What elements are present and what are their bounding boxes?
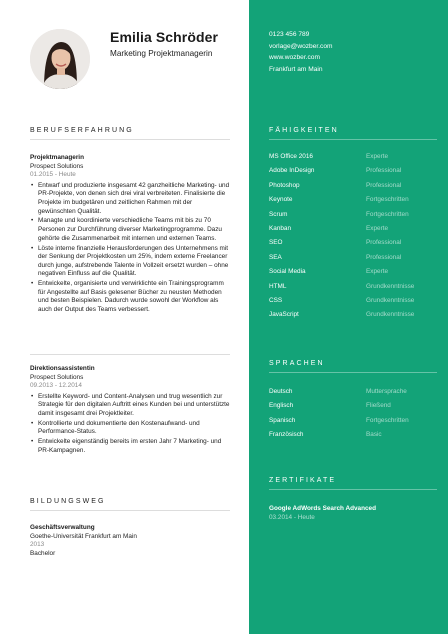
- divider: [30, 139, 230, 140]
- language-name: Deutsch: [269, 388, 293, 395]
- skill-name: Social Media: [269, 268, 306, 276]
- job-entry: [30, 365, 230, 457]
- skill-level: Experte: [366, 153, 389, 160]
- job-bullet: • Entwickelte eigenständig bereits im ersten Jahr 7 Marketing- und PR-Kampagnen.: [30, 438, 230, 455]
- right-column: [249, 0, 448, 634]
- skill-name: Photoshop: [269, 181, 300, 189]
- language-item: [269, 417, 444, 431]
- skill-item: [269, 196, 444, 210]
- job-bullet: • Entwickelte, organisierte und verwirklichte ein Trainingsprogramm für Angestellte auf Basis gelesener Bücher zu neusten Methoden und besten Beispielen. Dadurch wurde sowohl der Workflow als auch der Output des Teams verbessert.: [30, 280, 230, 314]
- skills-list: [269, 153, 444, 326]
- skill-name: SEO: [269, 239, 283, 247]
- contact-email: vorlage@wozber.com: [269, 42, 333, 50]
- contact-website: www.wozber.com: [269, 54, 320, 61]
- language-item: [269, 388, 444, 402]
- job-company: Prospect Solutions: [30, 162, 84, 170]
- skill-level: Grundkenntnisse: [366, 296, 415, 304]
- contact-phone: 0123 456 789: [269, 31, 310, 38]
- skill-name: Scrum: [269, 210, 288, 218]
- skill-item: [269, 297, 444, 311]
- skill-item: [269, 311, 444, 325]
- language-name: Französisch: [269, 431, 304, 439]
- skill-item: [269, 239, 444, 253]
- job-title: Direktionsassistentin: [30, 365, 95, 372]
- skill-level: Professional: [366, 253, 402, 261]
- section-title-certificates: ZERTIFIKATE: [269, 477, 337, 484]
- section-title-languages: SPRACHEN: [269, 360, 325, 367]
- divider: [269, 372, 437, 373]
- skill-name: MS Office 2016: [269, 153, 313, 160]
- education-school: Goethe-Universität Frankfurt am Main: [30, 532, 137, 540]
- skill-name: HTML: [269, 282, 287, 290]
- skill-item: [269, 182, 444, 196]
- job-bullet: • Löste interne finanzielle Herausforderungen des Unternehmens mit der Senkung der Projektkosten um 25%, indem externe Freelancer durch junge, aufstrebende Talente in Vollzeit ersetzt wurden – ohne negativen Einfluss auf die Qualität.: [30, 245, 230, 279]
- language-level: Basic: [366, 431, 382, 439]
- skill-level: Fortgeschritten: [366, 196, 409, 204]
- language-level: Fortgeschritten: [366, 416, 409, 424]
- education-degree: Bachelor: [30, 549, 56, 557]
- section-title-education: BILDUNGSWEG: [30, 498, 106, 505]
- skill-item: [269, 254, 444, 268]
- candidate-name: Emilia Schröder: [110, 29, 219, 45]
- job-entry: [30, 154, 230, 316]
- skill-item: [269, 268, 444, 282]
- education-title: Geschäftsverwaltung: [30, 524, 95, 531]
- divider: [30, 354, 230, 355]
- skill-name: Keynote: [269, 196, 293, 204]
- job-bullets: [30, 182, 230, 315]
- avatar: [30, 29, 90, 89]
- job-dates: 09.2013 - 12.2014: [30, 382, 82, 390]
- skill-level: Professional: [366, 167, 402, 175]
- skill-name: JavaScript: [269, 311, 299, 319]
- job-bullet: • Kontrollierte und dokumentierte den Kostenaufwand- und Performance-Status.: [30, 420, 230, 437]
- skill-name: Kanban: [269, 224, 292, 232]
- skill-level: Grundkenntnisse: [366, 282, 415, 290]
- divider: [269, 489, 437, 490]
- language-item: [269, 431, 444, 445]
- skill-level: Fortgeschritten: [366, 210, 409, 218]
- language-level: Fließend: [366, 402, 391, 410]
- skill-level: Experte: [366, 224, 389, 232]
- language-name: Spanisch: [269, 416, 296, 424]
- skill-item: [269, 211, 444, 225]
- skill-item: [269, 153, 444, 167]
- contact-block: [269, 29, 333, 75]
- education-date: 2013: [30, 541, 45, 549]
- skill-item: [269, 167, 444, 181]
- skill-item: [269, 225, 444, 239]
- certificate-entry: [269, 505, 376, 523]
- section-title-skills: FÄHIGKEITEN: [269, 127, 339, 134]
- job-bullet: • Entwarf und produzierte insgesamt 42 ganzheitliche Marketing- und PR-Projekte, von denen sich drei viral verbreiteten. Finalisierte die Projekte im budgetären und zeitlichen Rahmen mit der gewünschten Qualität.: [30, 182, 230, 216]
- language-name: Englisch: [269, 402, 294, 410]
- skill-name: Adobe InDesign: [269, 167, 315, 175]
- job-bullets: [30, 393, 230, 456]
- education-entry: [30, 524, 230, 558]
- job-bullet: • Erstellte Keyword- und Content-Analysen und trug wesentlich zur Strategie für den digitalen Auftritt eines Kunden bei und unterstützte damit insgesamt drei Projektleiter.: [30, 393, 230, 419]
- skill-level: Experte: [366, 268, 389, 276]
- profile-photo: [30, 29, 90, 89]
- divider: [269, 139, 437, 140]
- language-level: Muttersprache: [366, 388, 407, 395]
- candidate-role: Marketing Projektmanagerin: [110, 49, 213, 58]
- skill-name: CSS: [269, 296, 283, 304]
- skill-level: Professional: [366, 239, 402, 247]
- job-dates: 01.2015 - Heute: [30, 171, 76, 179]
- language-item: [269, 402, 444, 416]
- job-company: Prospect Solutions: [30, 373, 84, 381]
- languages-list: [269, 388, 444, 446]
- contact-location: Frankfurt am Main: [269, 65, 323, 73]
- section-title-experience: BERUFSERFAHRUNG: [30, 127, 134, 134]
- skill-name: SEA: [269, 253, 282, 261]
- job-bullet: • Managte und koordinierte verschiedliche Teams mit bis zu 70 Personen zur Durchführung diverser Marketingprogramme. Dazu gehörte die Zusammenarbeit mit internen und externen Teams.: [30, 217, 230, 243]
- job-title: Projektmanagerin: [30, 154, 84, 161]
- certificate-date: 03.2014 - Heute: [269, 513, 315, 521]
- skill-item: [269, 283, 444, 297]
- divider: [30, 510, 230, 511]
- certificate-title: Google AdWords Search Advanced: [269, 505, 377, 512]
- skill-level: Professional: [366, 181, 402, 189]
- skill-level: Grundkenntnisse: [366, 311, 415, 319]
